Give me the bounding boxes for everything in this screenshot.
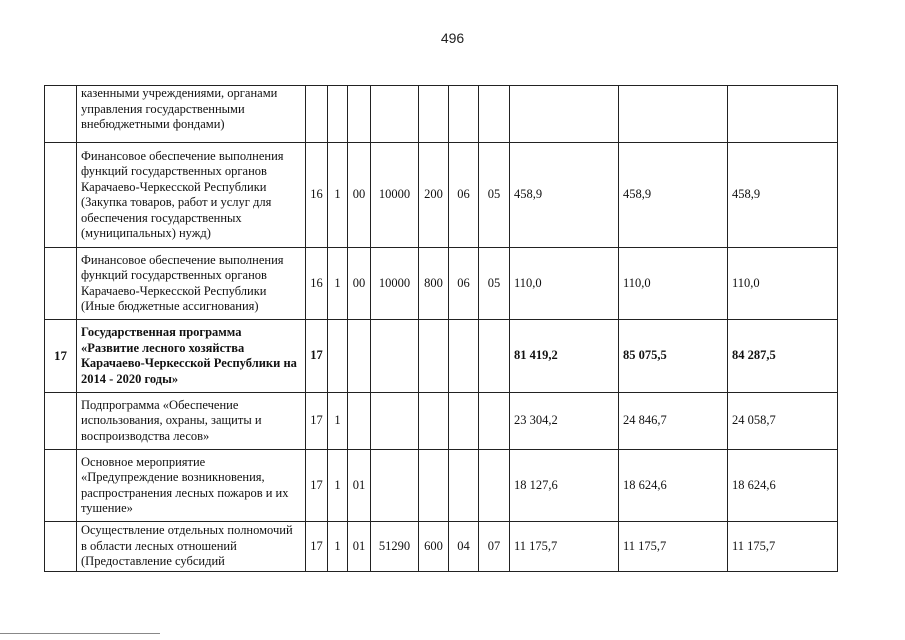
value-year-3: 24 058,7 — [728, 393, 838, 450]
value-year-2: 18 624,6 — [619, 450, 728, 522]
code-program: 17 — [306, 450, 328, 522]
code-subprogram — [328, 320, 348, 393]
page-number: 496 — [440, 30, 465, 46]
code-subprogram: 1 — [328, 248, 348, 320]
row-name: Подпрограмма «Обеспечение использования, охраны, защиты и воспроизводства лесов» — [77, 393, 306, 450]
code-subsection — [479, 393, 510, 450]
row-name: казенными учреждениями, органами управления государственными внебюджетными фондами) — [77, 86, 306, 143]
table-row — [45, 320, 838, 393]
value-year-2: 110,0 — [619, 248, 728, 320]
row-name: Основное мероприятие «Предупреждение возникновения, распространения лесных пожаров и их тушение» — [77, 450, 306, 522]
row-name: Государственная программа «Развитие лесного хозяйства Карачаево-Черкесской Республики на 2014 - 2020 годы» — [77, 320, 306, 393]
code-subsection: 07 — [479, 522, 510, 572]
row-name: Финансовое обеспечение выполнения функций государственных органов Карачаево-Черкесской Республики (Иные бюджетные ассигнования) — [77, 248, 306, 320]
value-year-3: 458,9 — [728, 143, 838, 248]
table-row — [45, 393, 838, 450]
code-subsection: 05 — [479, 143, 510, 248]
value-year-1: 23 304,2 — [510, 393, 619, 450]
code-program: 16 — [306, 143, 328, 248]
code-section — [449, 450, 479, 522]
code-expense-type — [419, 86, 449, 143]
row-number — [45, 393, 77, 450]
code-event: 00 — [348, 248, 371, 320]
budget-table — [44, 85, 838, 572]
code-event: 01 — [348, 522, 371, 572]
value-year-3: 84 287,5 — [728, 320, 838, 393]
value-year-1: 11 175,7 — [510, 522, 619, 572]
value-year-2: 24 846,7 — [619, 393, 728, 450]
row-number — [45, 86, 77, 143]
code-program: 17 — [306, 522, 328, 572]
code-subsection: 05 — [479, 248, 510, 320]
code-subsection — [479, 450, 510, 522]
row-number — [45, 248, 77, 320]
value-year-1: 110,0 — [510, 248, 619, 320]
value-year-3: 110,0 — [728, 248, 838, 320]
code-subsection — [479, 86, 510, 143]
code-section — [449, 393, 479, 450]
value-year-3: 11 175,7 — [728, 522, 838, 572]
code-direction: 51290 — [371, 522, 419, 572]
code-program: 16 — [306, 248, 328, 320]
value-year-1: 81 419,2 — [510, 320, 619, 393]
code-section: 06 — [449, 143, 479, 248]
code-event: 01 — [348, 450, 371, 522]
code-program: 17 — [306, 393, 328, 450]
table-row — [45, 248, 838, 320]
code-section: 06 — [449, 248, 479, 320]
row-name: Финансовое обеспечение выполнения функций государственных органов Карачаево-Черкесской Республики (Закупка товаров, работ и услуг для обеспечения государственных (муниципальных) нужд) — [77, 143, 306, 248]
table-row — [45, 522, 838, 572]
code-direction — [371, 320, 419, 393]
row-number — [45, 522, 77, 572]
code-expense-type — [419, 393, 449, 450]
value-year-3 — [728, 86, 838, 143]
code-expense-type: 200 — [419, 143, 449, 248]
code-subprogram: 1 — [328, 393, 348, 450]
code-direction — [371, 86, 419, 143]
code-subprogram — [328, 86, 348, 143]
code-expense-type — [419, 450, 449, 522]
row-number: 17 — [45, 320, 77, 393]
code-event — [348, 86, 371, 143]
code-expense-type: 800 — [419, 248, 449, 320]
value-year-1: 18 127,6 — [510, 450, 619, 522]
code-event: 00 — [348, 143, 371, 248]
code-direction: 10000 — [371, 143, 419, 248]
value-year-1: 458,9 — [510, 143, 619, 248]
code-event — [348, 393, 371, 450]
code-direction — [371, 393, 419, 450]
scan-edge-line — [0, 633, 160, 634]
code-subprogram: 1 — [328, 450, 348, 522]
code-direction: 10000 — [371, 248, 419, 320]
code-subprogram: 1 — [328, 522, 348, 572]
table-row — [45, 450, 838, 522]
code-subsection — [479, 320, 510, 393]
code-section — [449, 320, 479, 393]
code-expense-type — [419, 320, 449, 393]
code-direction — [371, 450, 419, 522]
value-year-1 — [510, 86, 619, 143]
code-section — [449, 86, 479, 143]
row-number — [45, 450, 77, 522]
value-year-3: 18 624,6 — [728, 450, 838, 522]
code-program: 17 — [306, 320, 328, 393]
code-section: 04 — [449, 522, 479, 572]
code-subprogram: 1 — [328, 143, 348, 248]
code-expense-type: 600 — [419, 522, 449, 572]
row-name: Осуществление отдельных полномочий в области лесных отношений (Предоставление субсидий — [77, 522, 306, 572]
code-event — [348, 320, 371, 393]
value-year-2 — [619, 86, 728, 143]
table-row — [45, 143, 838, 248]
value-year-2: 11 175,7 — [619, 522, 728, 572]
table-row — [45, 86, 838, 143]
value-year-2: 458,9 — [619, 143, 728, 248]
value-year-2: 85 075,5 — [619, 320, 728, 393]
row-number — [45, 143, 77, 248]
code-program — [306, 86, 328, 143]
